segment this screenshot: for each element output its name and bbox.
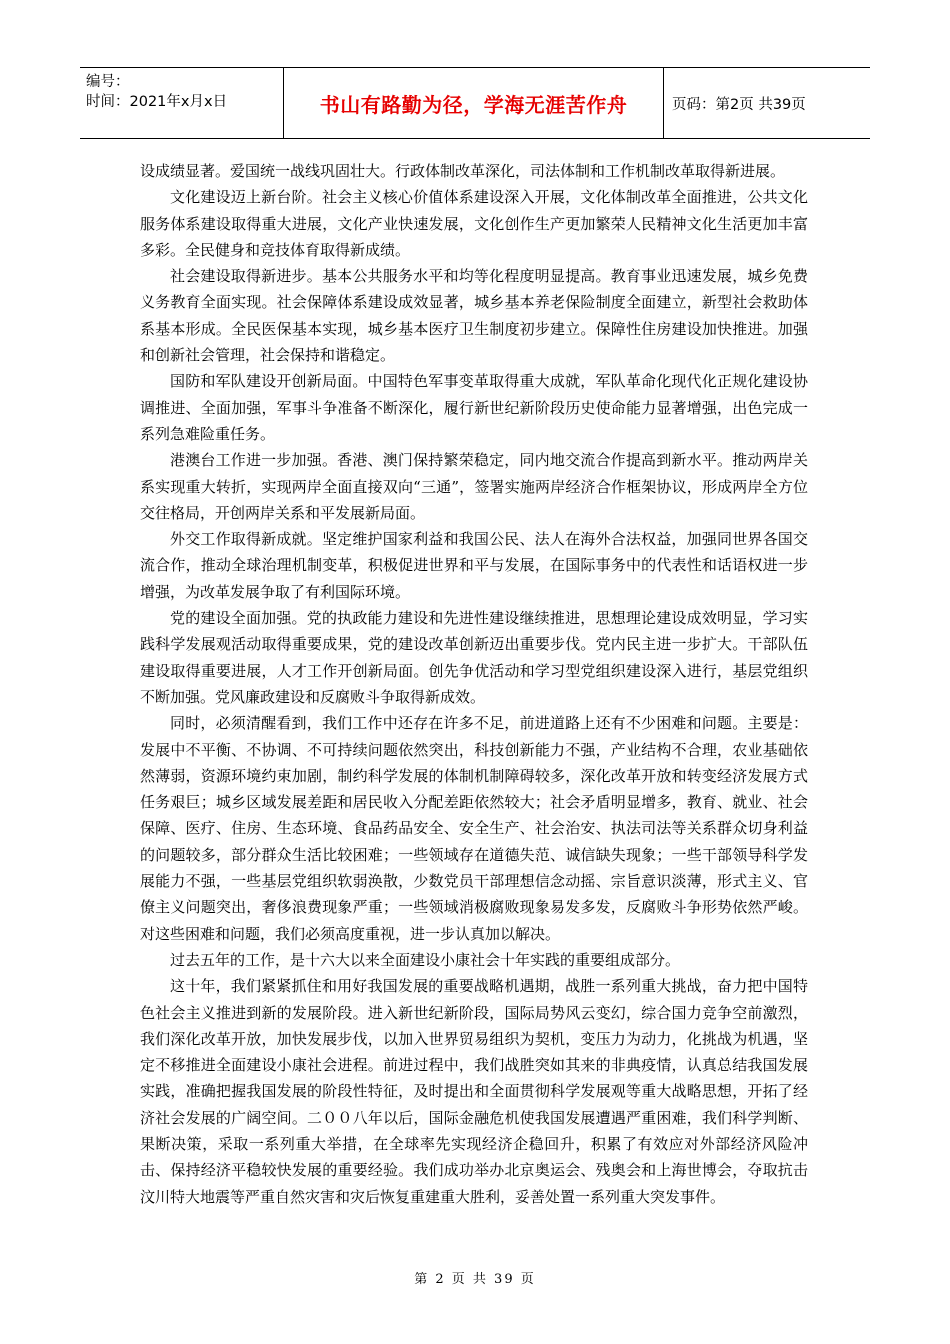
paragraph: 这十年，我们紧紧抓住和用好我国发展的重要战略机遇期，战胜一系列重大挑战，奋力把中国特色社会主义推进到新的发展阶段。进入新世纪新阶段，国际局势风云变幻，综合国力竞争空前激烈，我们深化改革开放，加快发展步伐，以加入世界贸易组织为契机，变压力为动力，化挑战为机遇，坚定不移推进全面建设小康社会进程。前进过程中，我们战胜突如其来的非典疫情，认真总结我国发展实践，准确把握我国发展的阶段性特征，及时提出和全面贯彻科学发展观等重大战略思想，开拓了经济社会发展的广阔空间。二００八年以后，国际金融危机使我国发展遭遇严重困难，我们科学判断、果断决策，采取一系列重大举措，在全球率先实现经济企稳回升，积累了有效应对外部经济风险冲击、保持经济平稳较快发展的重要经验。我们成功举办北京奥运会、残奥会和上海世博会，夺取抗击汶川特大地震等严重自然灾害和灾后恢复重建重大胜利，妥善处置一系列重大突发事件。 <box>140 977 808 1206</box>
document-body <box>140 158 808 1210</box>
paragraph: 同时，必须清醒看到，我们工作中还存在许多不足，前进道路上还有不少困难和问题。主要是：发展中不平衡、不协调、不可持续问题依然突出，科技创新能力不强，产业结构不合理，农业基础依然薄弱，资源环境约束加剧，制约科学发展的体制机制障碍较多，深化改革开放和转变经济发展方式任务艰巨；城乡区域发展差距和居民收入分配差距依然较大；社会矛盾明显增多，教育、就业、社会保障、医疗、住房、生态环境、食品药品安全、安全生产、社会治安、执法司法等关系群众切身利益的问题较多，部分群众生活比较困难；一些领域存在道德失范、诚信缺失现象；一些干部领导科学发展能力不强，一些基层党组织软弱涣散，少数党员干部理想信念动摇、宗旨意识淡薄，形式主义、官僚主义问题突出，奢侈浪费现象严重；一些领域消极腐败现象易发多发，反腐败斗争形势依然严峻。对这些困难和问题，我们必须高度重视，进一步认真加以解决。 <box>140 714 808 943</box>
time-label: 时间：2021年x月x日 <box>86 94 228 110</box>
header-page-info: 页码：第2页 共39页 <box>672 96 806 113</box>
paragraph: 社会建设取得新进步。基本公共服务水平和均等化程度明显提高。教育事业迅速发展，城乡免费义务教育全面实现。社会保障体系建设成效显著，城乡基本养老保险制度全面建立，新型社会救助体系基本形成。全民医保基本实现，城乡基本医疗卫生制度初步建立。保障性住房建设加快推进。加强和创新社会管理，社会保持和谐稳定。 <box>140 267 808 365</box>
header-meta <box>80 68 284 138</box>
paragraph: 港澳台工作进一步加强。香港、澳门保持繁荣稳定，同内地交流合作提高到新水平。推动两岸关系实现重大转折，实现两岸全面直接双向“三通”，签署实施两岸经济合作框架协议，形成两岸全方位交往格局，开创两岸关系和平发展新局面。 <box>140 451 808 522</box>
number-label: 编号： <box>86 74 130 90</box>
header-motto: 书山有路勤为径，学海无涯苦作舟 <box>284 68 664 138</box>
paragraph: 国防和军队建设开创新局面。中国特色军事变革取得重大成就，军队革命化现代化正规化建设协调推进、全面加强，军事斗争准备不断深化，履行新世纪新阶段历史使命能力显著增强，出色完成一系列急难险重任务。 <box>140 372 808 443</box>
paragraph: 设成绩显著。爱国统一战线巩固壮大。行政体制改革深化，司法体制和工作机制改革取得新进展。 <box>140 162 786 180</box>
paragraph: 党的建设全面加强。党的执政能力建设和先进性建设继续推进，思想理论建设成效明显，学习实践科学发展观活动取得重要成果，党的建设改革创新迈出重要步伐。党内民主进一步扩大。干部队伍建设取得重要进展，人才工作开创新局面。创先争优活动和学习型党组织建设深入进行，基层党组织不断加强。党风廉政建设和反腐败斗争取得新成效。 <box>140 609 808 706</box>
document-header <box>80 67 870 139</box>
paragraph: 文化建设迈上新台阶。社会主义核心价值体系建设深入开展，文化体制改革全面推进，公共文化服务体系建设取得重大进展，文化产业快速发展，文化创作生产更加繁荣人民精神文化生活更加丰富多彩。全民健身和竞技体育取得新成绩。 <box>140 188 808 259</box>
paragraph: 外交工作取得新成就。坚定维护国家利益和我国公民、法人在海外合法权益，加强同世界各国交流合作，推动全球治理机制变革，积极促进世界和平与发展，在国际事务中的代表性和话语权进一步增强，为改革发展争取了有利国际环境。 <box>140 530 808 601</box>
page-footer: 第 2 页 共 39 页 <box>414 1272 536 1287</box>
paragraph: 过去五年的工作，是十六大以来全面建设小康社会十年实践的重要组成部分。 <box>170 950 681 969</box>
